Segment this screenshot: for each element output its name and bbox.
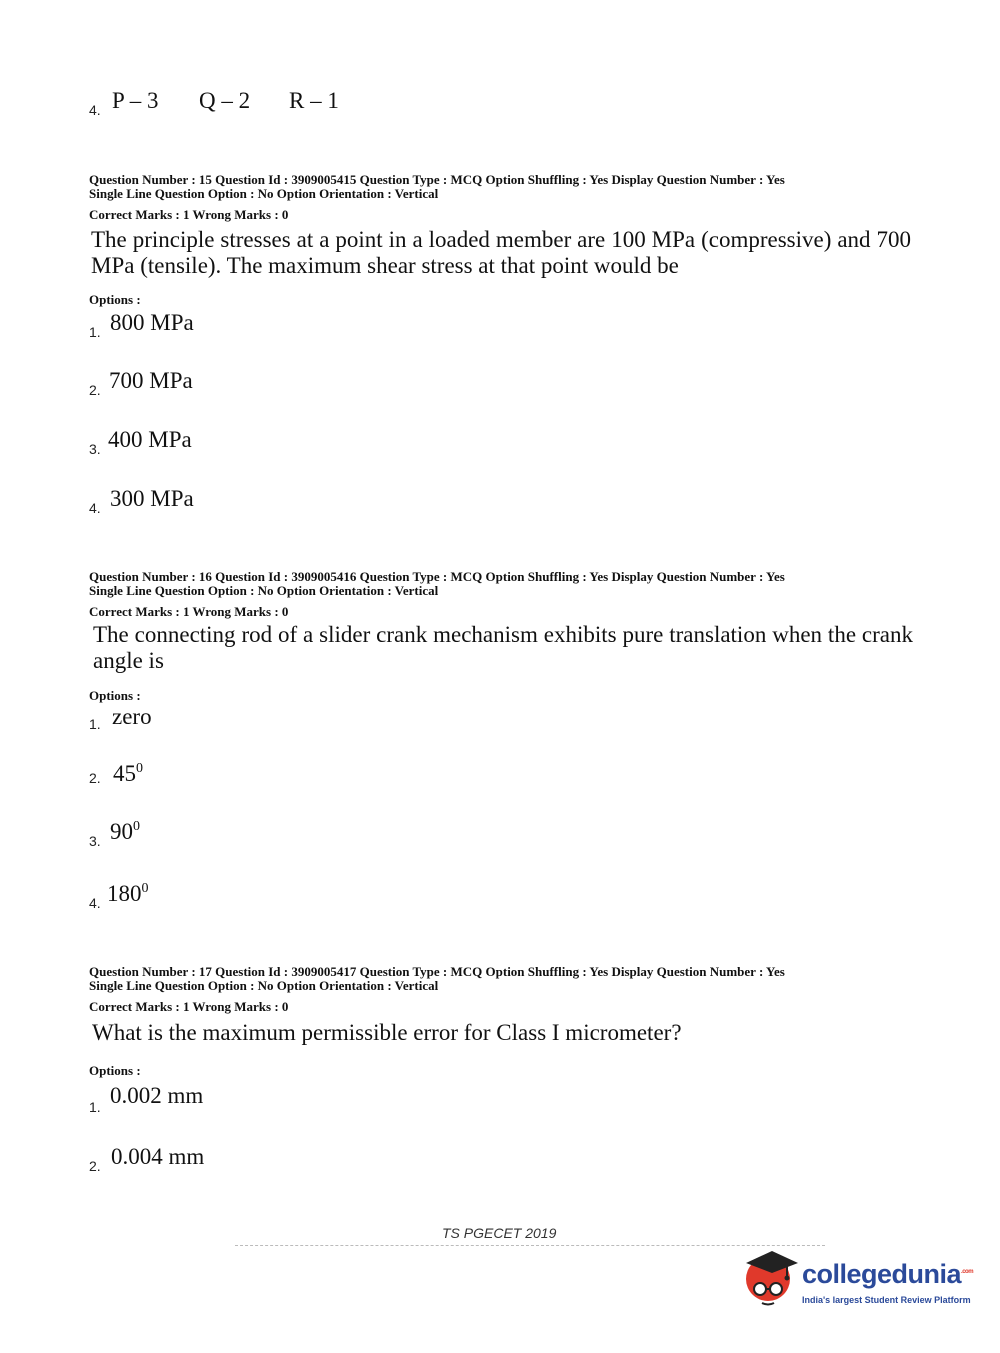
collegedunia-logo[interactable] xyxy=(742,1245,974,1317)
meta-line-1: Question Number : 15 Question Id : 3909005415 Question Type : MCQ Option Shuffling : Yes Display Question Number : Yes xyxy=(89,172,785,187)
meta-line-2: Single Line Question Option : No Option Orientation : Vertical xyxy=(89,186,439,201)
footer-exam-name: TS PGECET 2019 xyxy=(442,1225,557,1241)
option-text[interactable]: 400 MPa xyxy=(108,427,192,452)
question-text: The connecting rod of a slider crank mechanism exhibits pure translation when the crank angle is xyxy=(93,622,913,673)
option-value: 180 xyxy=(107,881,142,906)
footer-divider xyxy=(235,1245,825,1246)
option-number: 2. xyxy=(89,1158,101,1174)
options-label: Options : xyxy=(89,292,141,307)
prev-pair-r: R – 1 xyxy=(289,88,339,113)
option-number: 4. xyxy=(89,500,101,516)
degree-superscript: 0 xyxy=(141,881,149,896)
logo-tagline: India's largest Student Review Platform xyxy=(802,1295,971,1305)
question-meta xyxy=(89,965,949,993)
option-number: 1. xyxy=(89,1099,101,1115)
option-text[interactable] xyxy=(107,881,149,907)
prev-pair-q: Q – 2 xyxy=(199,88,251,113)
option-number: 3. xyxy=(89,441,101,457)
logo-brand-name: collegedunia xyxy=(802,1259,962,1289)
prev-pair-p: P – 3 xyxy=(112,88,159,113)
option-number: 2. xyxy=(89,382,101,398)
degree-superscript: 0 xyxy=(133,819,140,834)
option-number: 1. xyxy=(89,716,101,732)
option-number: 3. xyxy=(89,833,101,849)
question-text: What is the maximum permissible error for Class I micrometer? xyxy=(92,1020,682,1045)
question-marks: Correct Marks : 1 Wrong Marks : 0 xyxy=(89,207,289,222)
option-number: 2. xyxy=(89,770,101,786)
option-number: 4. xyxy=(89,895,101,911)
graduate-mascot-icon xyxy=(742,1245,800,1307)
meta-line-1: Question Number : 17 Question Id : 3909005417 Question Type : MCQ Option Shuffling : Yes Display Question Number : Yes xyxy=(89,964,785,979)
meta-line-2: Single Line Question Option : No Option Orientation : Vertical xyxy=(89,583,439,598)
question-marks: Correct Marks : 1 Wrong Marks : 0 xyxy=(89,604,289,619)
option-text[interactable]: 300 MPa xyxy=(110,486,194,511)
question-text: The principle stresses at a point in a loaded member are 100 MPa (compressive) and 700 MPa (tensile). The maximum shear stress at that point would be xyxy=(91,227,911,278)
options-label: Options : xyxy=(89,1063,141,1078)
option-number: 1. xyxy=(89,324,101,340)
option-text[interactable]: 700 MPa xyxy=(109,368,193,393)
option-text[interactable] xyxy=(112,704,152,730)
degree-superscript: 0 xyxy=(136,761,143,776)
option-text[interactable]: 0.004 mm xyxy=(111,1144,205,1169)
prev-option-number: 4. xyxy=(89,102,101,118)
question-meta xyxy=(89,173,949,201)
option-text[interactable]: 800 MPa xyxy=(110,310,194,335)
option-value: 90 xyxy=(110,819,133,844)
option-text[interactable]: 0.002 mm xyxy=(110,1083,204,1108)
logo-brand-suffix: .com xyxy=(961,1269,974,1275)
meta-line-2: Single Line Question Option : No Option Orientation : Vertical xyxy=(89,978,439,993)
question-meta xyxy=(89,570,949,598)
option-text[interactable] xyxy=(113,761,143,787)
option-value: 45 xyxy=(113,761,136,786)
option-text[interactable] xyxy=(110,819,140,845)
option-value: zero xyxy=(112,704,152,729)
question-marks: Correct Marks : 1 Wrong Marks : 0 xyxy=(89,999,289,1014)
meta-line-1: Question Number : 16 Question Id : 3909005416 Question Type : MCQ Option Shuffling : Yes Display Question Number : Yes xyxy=(89,569,785,584)
logo-brand-text xyxy=(802,1259,973,1290)
options-label: Options : xyxy=(89,688,141,703)
